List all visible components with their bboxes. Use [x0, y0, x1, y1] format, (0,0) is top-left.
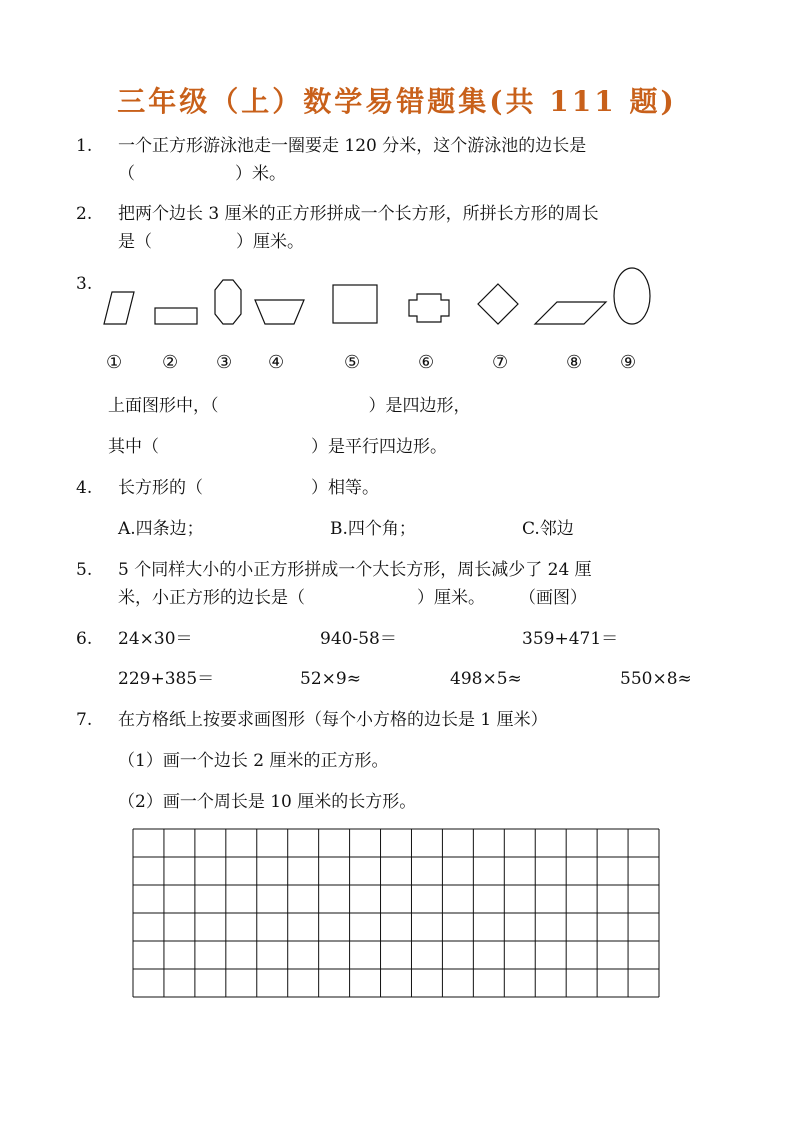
q1-line1: 一个正方形游泳池走一圈要走 120 分米，这个游泳池的边长是 — [118, 136, 587, 156]
shape-5-square — [333, 285, 377, 323]
q2-line2-open: 是（ — [118, 232, 152, 252]
q3-line1-close: ）是四边形， — [368, 396, 471, 416]
q3-line1 — [108, 395, 471, 417]
q3-label-7: ⑦ — [492, 352, 509, 373]
q3-line2-close: ）是平行四边形。 — [311, 437, 447, 457]
q3-line2 — [108, 436, 447, 458]
shape-2-rectangle — [155, 308, 197, 324]
q6-item-1: 24×30＝ — [118, 629, 193, 649]
shape-3-octagon — [215, 280, 241, 324]
q2-number: 2. — [76, 204, 93, 224]
q5-line1: 5 个同样大小的小正方形拼成一个大长方形，周长减少了 24 厘 — [118, 560, 592, 580]
q3-label-3: ③ — [216, 352, 233, 373]
q6-item-3: 359+471＝ — [522, 629, 619, 649]
q5-draw-hint: （画图） — [519, 588, 587, 608]
q3-label-9: ⑨ — [620, 352, 637, 373]
q3-label-1: ① — [106, 352, 123, 373]
q2-line1: 把两个边长 3 厘米的正方形拼成一个长方形，所拼长方形的周长 — [118, 204, 599, 224]
shape-7-rhombus — [478, 284, 518, 324]
q3-number: 3. — [76, 274, 93, 294]
q7-stem: 在方格纸上按要求画图形（每个小方格的边长是 1 厘米） — [118, 710, 548, 730]
shape-8-parallelogram — [535, 302, 606, 324]
page-title: 三年级（上）数学易错题集(共 111 题) — [117, 85, 677, 118]
q3-shapes — [0, 260, 794, 340]
q4-option-a[interactable]: A.四条边； — [118, 519, 204, 539]
q3-label-2: ② — [162, 352, 179, 373]
q5-line2-open: 米，小正方形的边长是（ — [118, 588, 305, 608]
q6-item-5: 52×9≈ — [300, 669, 361, 689]
q1-line2-open: （ — [118, 164, 135, 184]
q6-number: 6. — [76, 629, 93, 649]
q6-item-4: 229+385＝ — [118, 669, 215, 689]
q1-line2 — [118, 163, 286, 185]
q4-stem-close: ）相等。 — [311, 478, 379, 498]
q4-option-b[interactable]: B.四个角； — [330, 519, 416, 539]
shape-9-ellipse — [614, 268, 650, 324]
q6-item-7: 550×8≈ — [620, 669, 692, 689]
q7-grid-paper[interactable] — [132, 828, 662, 1000]
q3-label-6: ⑥ — [418, 352, 435, 373]
shape-6-cross — [409, 294, 449, 322]
q3-line2-open: 其中（ — [108, 437, 159, 457]
q7-part2: （2）画一个周长是 10 厘米的长方形。 — [118, 792, 417, 812]
q3-label-5: ⑤ — [344, 352, 361, 373]
q5-line2-close: ）厘米。 — [417, 588, 485, 608]
q7-number: 7. — [76, 710, 93, 730]
q4-number: 4. — [76, 478, 93, 498]
q2-line2-close: ）厘米。 — [236, 232, 304, 252]
q3-label-8: ⑧ — [566, 352, 583, 373]
q5-number: 5. — [76, 560, 93, 580]
q2-line2 — [118, 231, 304, 253]
q7-part1: （1）画一个边长 2 厘米的正方形。 — [118, 751, 389, 771]
q4-option-c[interactable]: C.邻边 — [522, 519, 574, 539]
q1-line2-close: ）米。 — [235, 164, 286, 184]
q5-line2 — [118, 587, 587, 609]
q6-item-6: 498×5≈ — [450, 669, 522, 689]
q6-item-2: 940-58＝ — [320, 629, 397, 649]
q1-number: 1. — [76, 136, 93, 156]
q3-line1-open: 上面图形中，（ — [108, 396, 219, 416]
q4-stem-open: 长方形的（ — [118, 478, 203, 498]
q4-stem — [118, 477, 379, 499]
q3-label-4: ④ — [268, 352, 285, 373]
shape-4-trapezoid — [255, 300, 304, 324]
shape-1-parallelogram — [104, 292, 134, 324]
